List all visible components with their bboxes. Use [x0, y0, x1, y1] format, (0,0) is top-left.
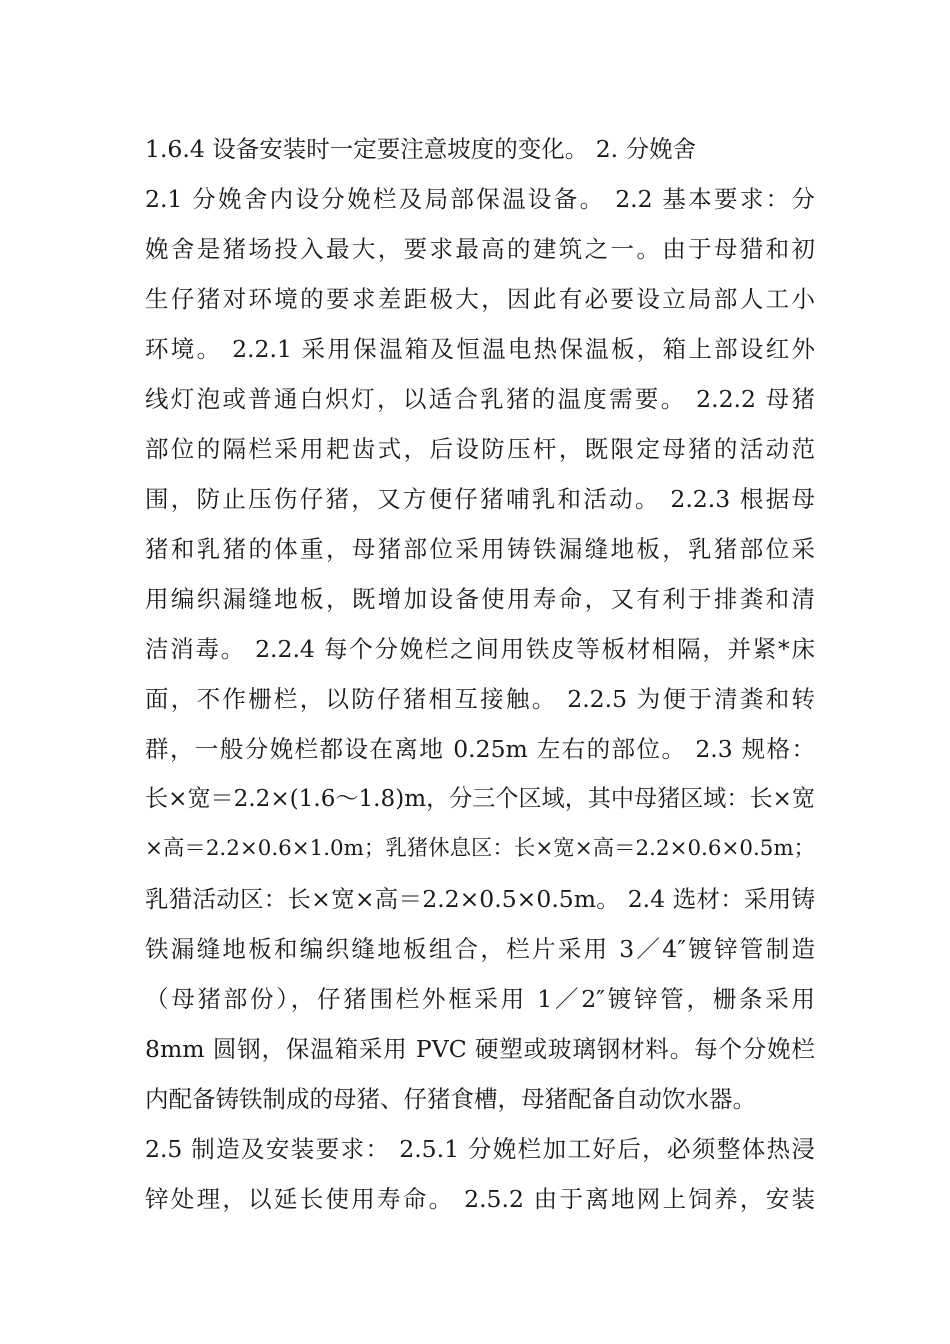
- text-line-5: 环境。 2.2.1 采用保温箱及恒温电热保温板，箱上部设红外: [145, 335, 815, 363]
- text-line-19: 8mm 圆钢，保温箱采用 PVC 硬塑或玻璃钢材料。每个分娩栏: [145, 1035, 815, 1063]
- text-line-7: 部位的隔栏采用耙齿式，后设防压杆，既限定母猪的活动范: [145, 435, 815, 463]
- text-line-10: 用编织漏缝地板，既增加设备使用寿命，又有利于排粪和清: [145, 585, 815, 613]
- text-line-2: 2.1 分娩舍内设分娩栏及局部保温设备。 2.2 基本要求：分: [145, 185, 815, 213]
- text-line-22: 锌处理，以延长使用寿命。 2.5.2 由于离地网上饲养，安装: [145, 1185, 815, 1213]
- text-line-15: ×高＝2.2×0.6×1.0m；乳猪休息区：长×宽×高＝2.2×0.6×0.5m；: [145, 836, 815, 861]
- text-line-17: 铁漏缝地板和编织缝地板组合，栏片采用 3／4″镀锌管制造: [145, 935, 815, 963]
- text-line-21: 2.5 制造及安装要求： 2.5.1 分娩栏加工好后，必须整体热浸: [145, 1135, 815, 1163]
- text-line-11: 洁消毒。 2.2.4 每个分娩栏之间用铁皮等板材相隔，并紧*床: [145, 635, 815, 663]
- text-line-1: 1.6.4 设备安装时一定要注意坡度的变化。 2. 分娩舍: [145, 135, 697, 163]
- text-line-6: 线灯泡或普通白炽灯，以适合乳猪的温度需要。 2.2.2 母猪: [145, 385, 815, 413]
- text-line-4: 生仔猪对环境的要求差距极大，因此有必要设立局部人工小: [145, 285, 815, 313]
- body-text: [145, 124, 815, 1224]
- text-line-8: 围，防止压伤仔猪，又方便仔猪哺乳和活动。 2.2.3 根据母: [145, 485, 815, 513]
- text-line-20: 内配备铸铁制成的母猪、仔猪食槽，母猪配备自动饮水器。: [145, 1085, 756, 1113]
- text-line-3: 娩舍是猪场投入最大，要求最高的建筑之一。由于母猎和初: [145, 235, 815, 263]
- text-line-16: 乳猎活动区：长×宽×高＝2.2×0.5×0.5m。 2.4 选材：采用铸: [145, 885, 815, 913]
- text-line-9: 猪和乳猪的体重，母猪部位采用铸铁漏缝地板，乳猪部位采: [145, 535, 815, 563]
- text-line-13: 群，一般分娩栏都设在离地 0.25m 左右的部位。 2.3 规格：: [145, 735, 815, 763]
- text-line-18: （母猪部份），仔猪围栏外框采用 1／2″镀锌管，栅条采用: [145, 985, 815, 1013]
- text-line-12: 面，不作栅栏，以防仔猪相互接触。 2.2.5 为便于清粪和转: [145, 685, 815, 713]
- text-line-14: 长×宽＝2.2×(1.6～1.8)m，分三个区域，其中母猪区域：长×宽: [145, 786, 815, 812]
